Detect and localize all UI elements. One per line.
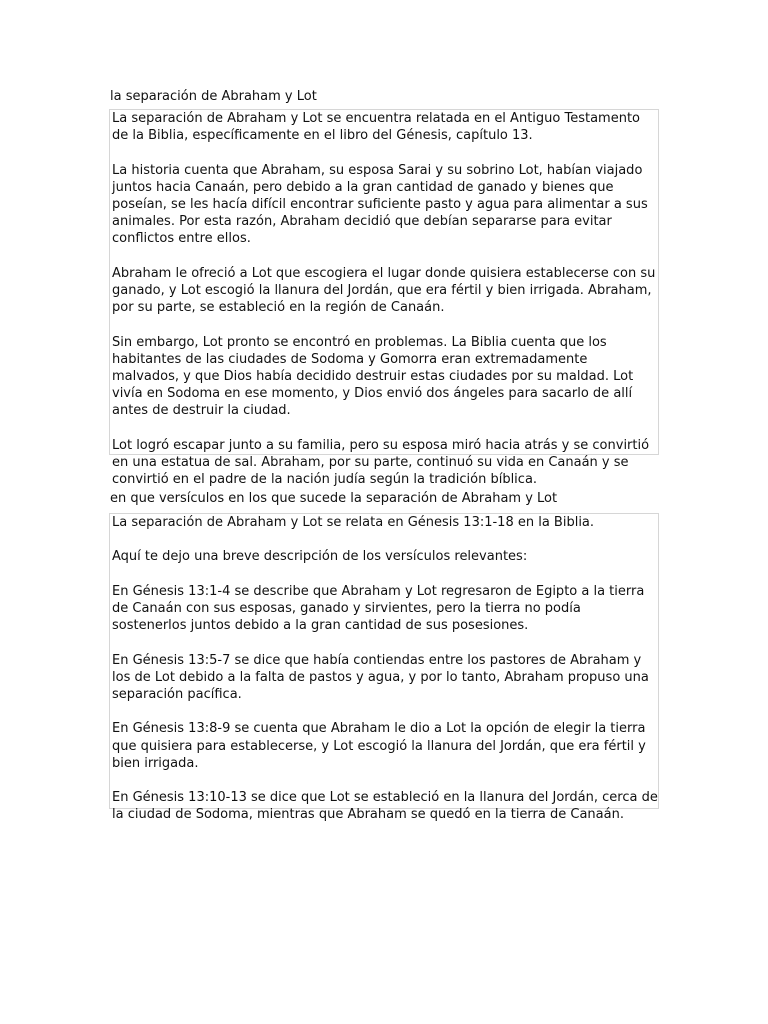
paragraph: En Génesis 13:5-7 se dice que había contiendas entre los pastores de Abraham y los de Lot debido a la falta de pastos y agua, y por lo tanto, Abraham propuso una separación pacífica. [112, 652, 649, 702]
section-title-1: la separación de Abraham y Lot [110, 89, 317, 104]
answer-box-2 [109, 513, 659, 823]
answer-box-1 [109, 109, 659, 488]
paragraph: Abraham le ofreció a Lot que escogiera el lugar donde quisiera establecerse con su ganado, y Lot escogió la llanura del Jordán, que era fértil y bien irrigada. Abraham, por su parte, se estableció en la región de Canaán. [112, 265, 656, 316]
paragraph: La separación de Abraham y Lot se encuentra relatada en el Antiguo Testamento de la Biblia, específicamente en el libro del Génesis, capítulo 13. [112, 111, 640, 144]
paragraph: Aquí te dejo una breve descripción de los versículos relevantes: [112, 549, 528, 565]
section-title-2: en que versículos en los que sucede la separación de Abraham y Lot [110, 491, 558, 506]
paragraph: En Génesis 13:8-9 se cuenta que Abraham le dio a Lot la opción de elegir la tierra que quisiera para establecerse, y Lot escogió la llanura del Jordán, que era fértil y bien irrigada. [112, 721, 646, 771]
paragraph: La historia cuenta que Abraham, su esposa Sarai y su sobrino Lot, habían viajado juntos hacia Canaán, pero debido a la gran cantidad de ganado y bienes que poseían, se les hacía difícil encontrar suficiente pasto y agua para alimentar a sus animales. Por esta razón, Abraham decidió que debían separarse para evitar conflictos entre ellos. [112, 162, 648, 247]
paragraph: Lot logró escapar junto a su familia, pero su esposa miró hacia atrás y se convirtió en una estatua de sal. Abraham, por su parte, continuó su vida en Canaán y se convirtió en el padre de la nación judía según la tradición bíblica. [112, 437, 650, 488]
paragraph: Sin embargo, Lot pronto se encontró en problemas. La Biblia cuenta que los habitantes de las ciudades de Sodoma y Gomorra eran extremadamente malvados, y que Dios había decidido destruir estas ciudades por su maldad. Lot vivía en Sodoma en ese momento, y Dios envió dos ángeles para sacarlo de allí antes de destruir la ciudad. [112, 334, 634, 419]
paragraph: En Génesis 13:1-4 se describe que Abraham y Lot regresaron de Egipto a la tierra de Canaán con sus esposas, ganado y sirvientes, pero la tierra no podía sostenerlos juntos debido a la gran cantidad de sus posesiones. [112, 583, 645, 634]
paragraph: La separación de Abraham y Lot se relata en Génesis 13:1-18 en la Biblia. [112, 515, 595, 530]
paragraph: En Génesis 13:10-13 se dice que Lot se estableció en la llanura del Jordán, cerca de la ciudad de Sodoma, mientras que Abraham se quedó en la tierra de Canaán. [112, 790, 658, 823]
